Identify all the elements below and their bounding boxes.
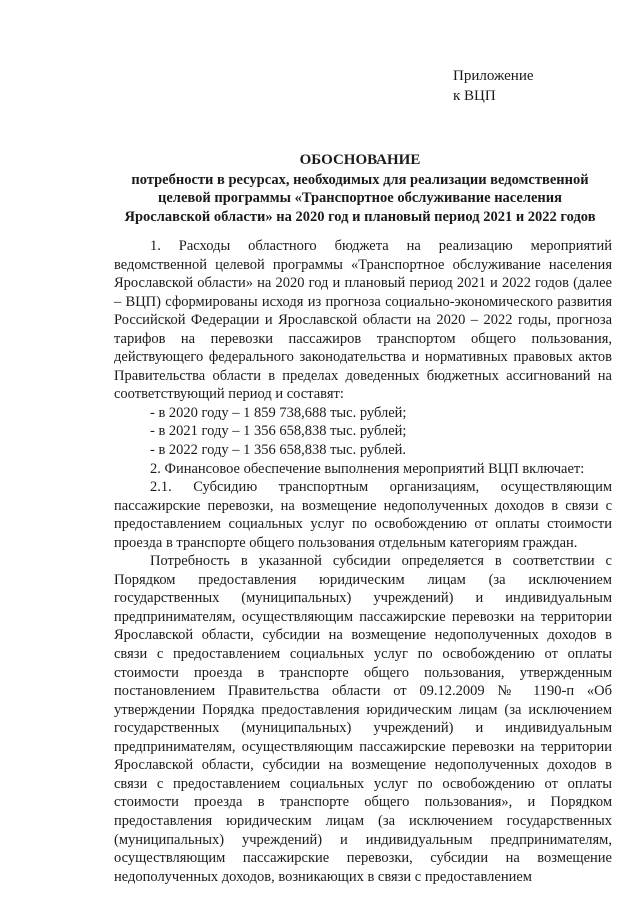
paragraph-2-1: 2.1. Субсидию транспортным организациям, осуществляющим пассажирские перевозки, на возмещение недополученных доходов в связи с предоставлением социальных услуг по освобождению от оплаты стоимости проезда в транспорте общего пользования отдельным категориям граждан. [114, 479, 612, 551]
list-item-2020: - в 2020 году – 1 859 738,688 тыс. рублей; [150, 404, 407, 421]
paragraph-2: 2. Финансовое обеспечение выполнения мероприятий ВЦП включает: [150, 460, 585, 477]
document-heading [100, 151, 620, 226]
paragraph-requirement: Потребность в указанной субсидии определяется в соответствии с Порядком предоставления юридическим лицам (за исключением государственных (муниципальных) учреждений) и индивидуальным предпринимателям, осуществляющим пассажирские перевозки на территории Ярославской области, субсидии на возмещение недополученных доходов в связи с предоставлением социальных услуг по освобождению от оплаты стоимости проезда в транспорте общего пользования, утвержденным постановлением Правительства области от 09.12.2009 № 1190-п «Об утверждении Порядка предоставления юридическим лицам (за исключением государственных (муниципальных) учреждений) и индивидуальным предпринимателям, осуществляющим пассажирские перевозки на территории Ярославской области, субсидии на возмещение недополученных доходов в связи с предоставлением социальных услуг по освобождению от оплаты стоимости проезда в транспорте общего пользования», и Порядком предоставления юридическим лицам (за исключением государственных (муниципальных) учреждений) и индивидуальным предпринимателям, осуществляющим пассажирские перевозки, субсидии на возмещение недополученных доходов, возникающих в связи с предоставлением [114, 553, 612, 885]
document-body [114, 237, 612, 886]
list-item-2021: - в 2021 году – 1 356 658,838 тыс. рублей; [150, 423, 407, 440]
appendix-line-2: к ВЦП [453, 88, 496, 104]
list-item-2022: - в 2022 году – 1 356 658,838 тыс. рублей. [150, 442, 407, 459]
appendix-line-1: Приложение [453, 68, 534, 84]
appendix-note [453, 66, 534, 106]
subtitle-line-1: потребности в ресурсах, необходимых для реализации ведомственной [131, 171, 589, 188]
paragraph-1: 1. Расходы областного бюджета на реализацию мероприятий ведомственной целевой программы «Транспортное обслуживание населения Ярославской области» на 2020 год и плановый период 2021 и 2022 годов (далее – ВЦП) сформированы исходя из прогноза социально-экономического развития Российской Федерации и Ярославской области на 2020 – 2022 годы, прогноза тарифов на перевозки пассажиров транспортом общего пользования, действующего федерального законодательства и нормативных правовых актов Правительства области в пределах доведенных бюджетных ассигнований на соответствующий период и составят: [114, 238, 612, 403]
document-title: ОБОСНОВАНИЕ [299, 152, 421, 168]
subtitle-line-3: Ярославской области» на 2020 год и плановый период 2021 и 2022 годов [124, 208, 596, 225]
subtitle-line-2: целевой программы «Транспортное обслуживание населения [158, 190, 562, 207]
